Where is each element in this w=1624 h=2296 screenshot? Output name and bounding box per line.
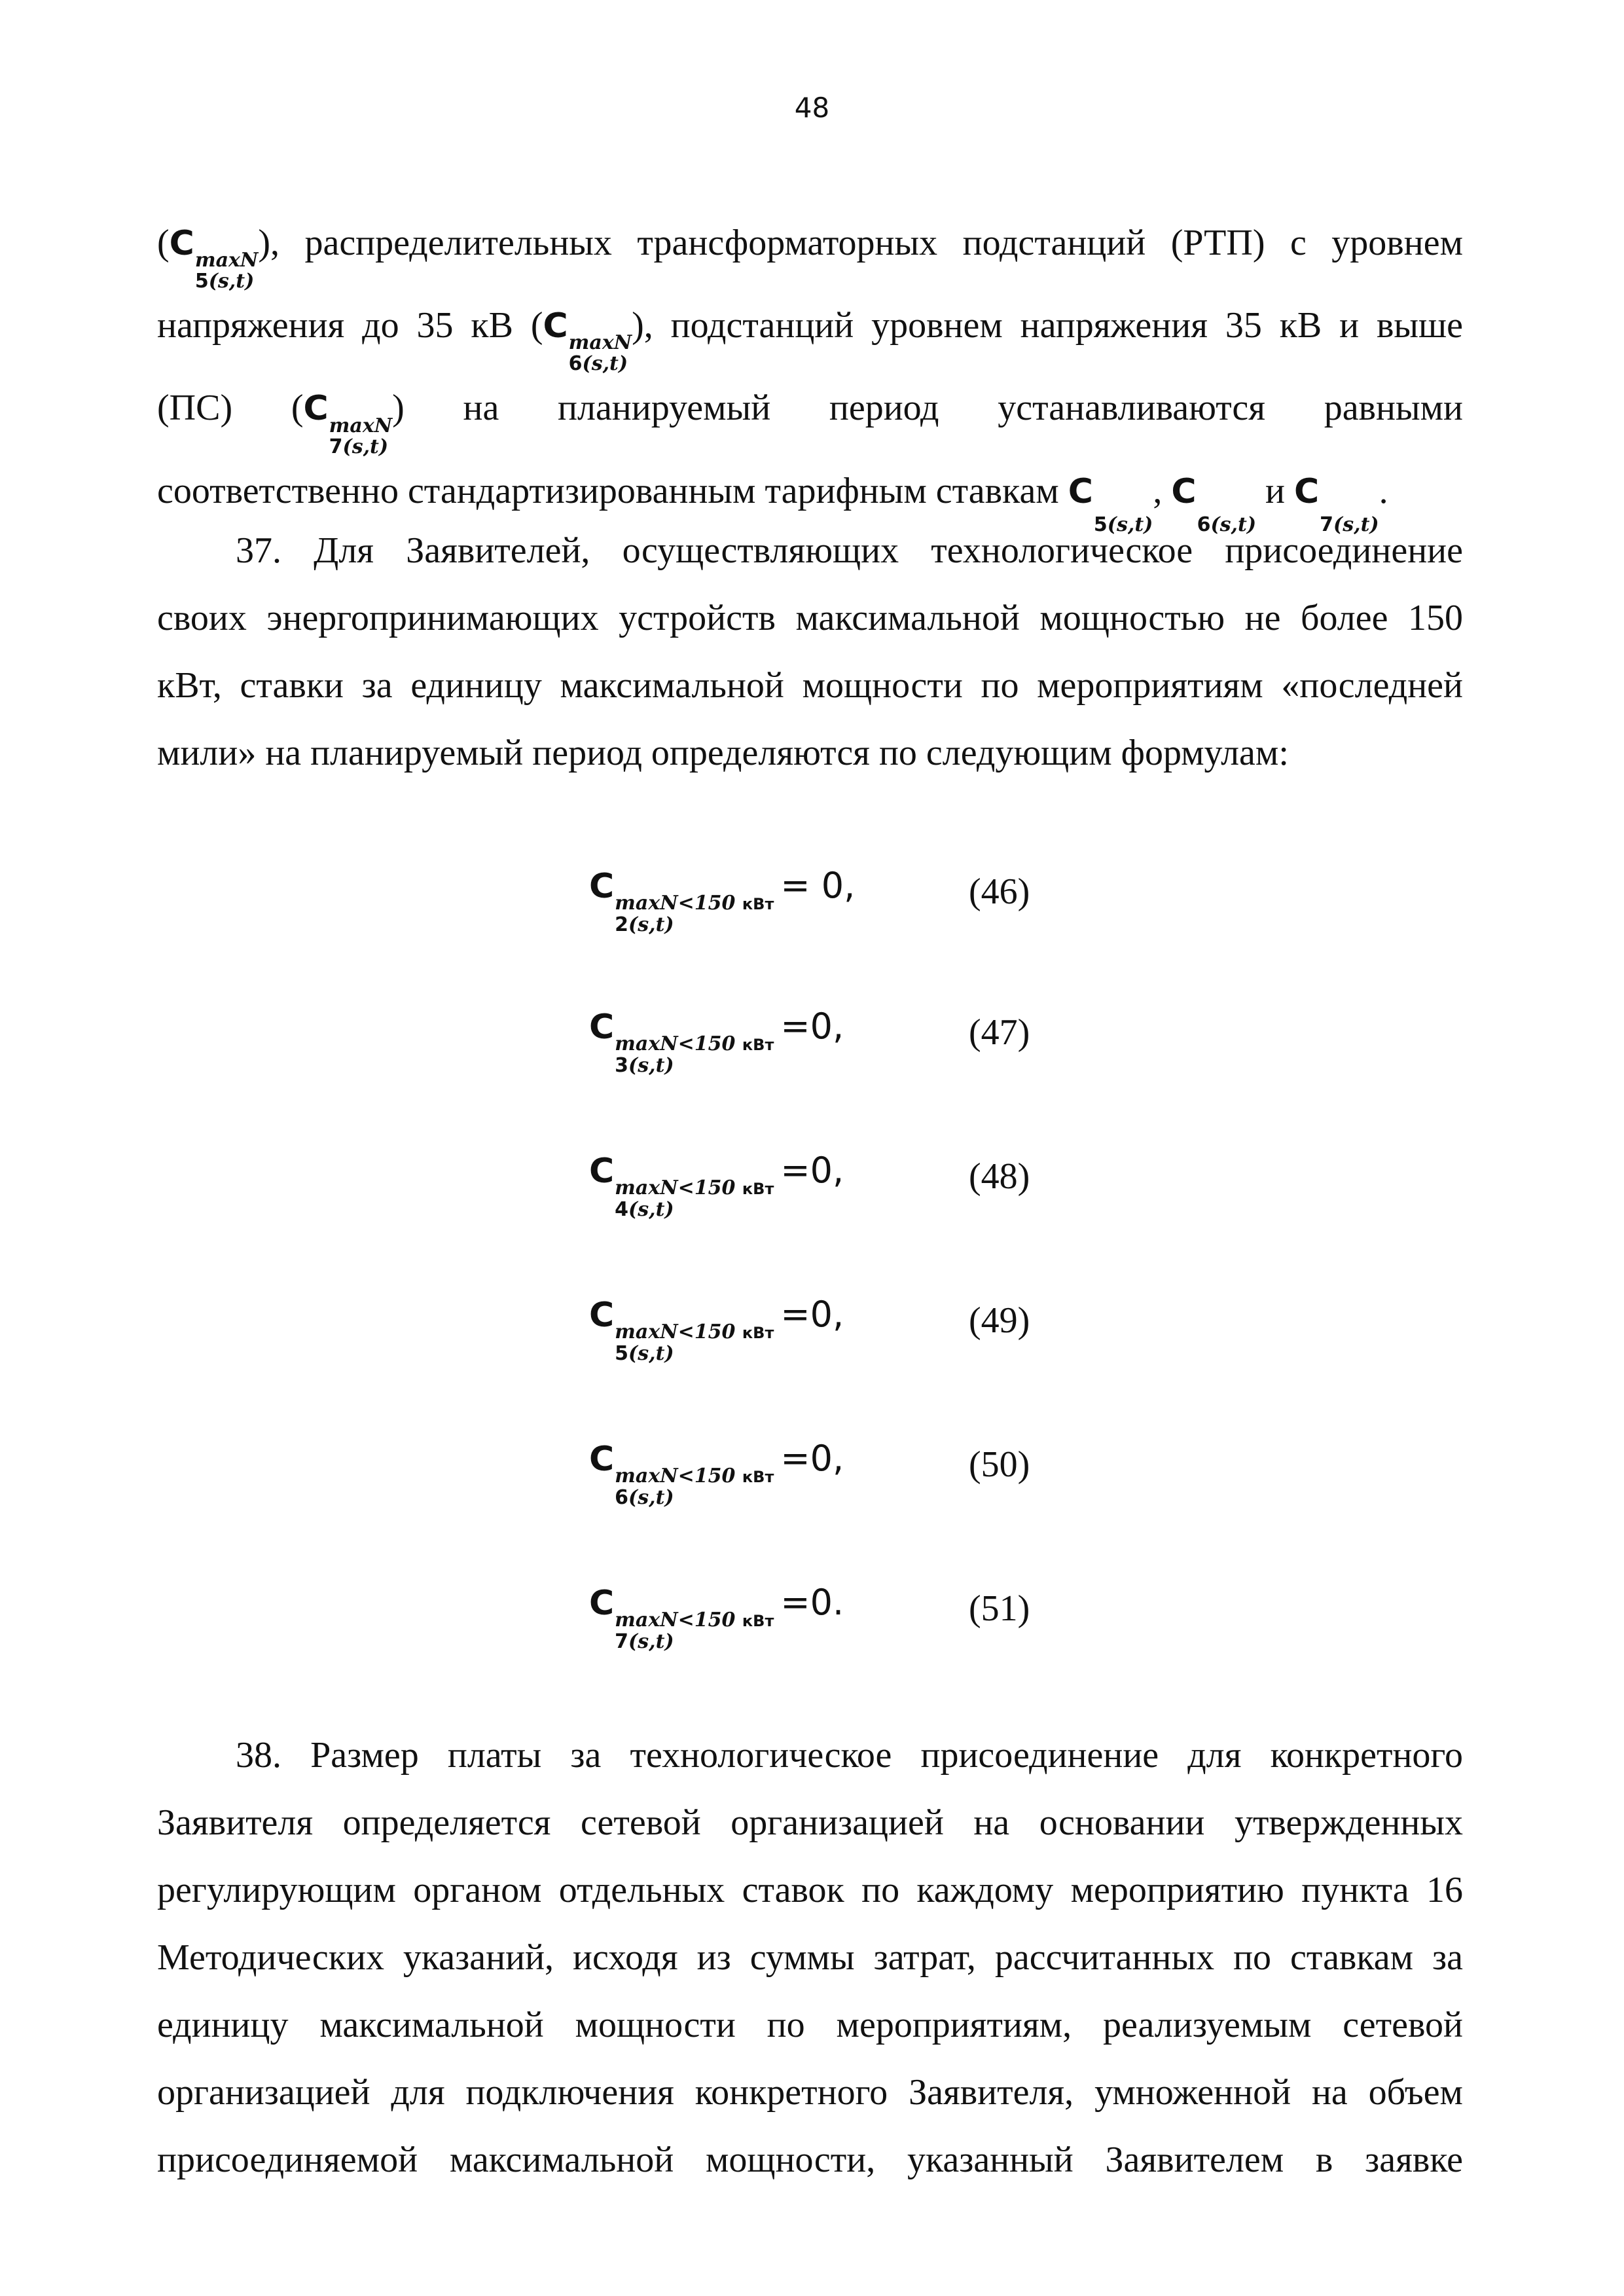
formula-number: (46) [969,871,1030,912]
conjunction: и [1256,470,1294,511]
var-c7-maxn: C maxN 7(s,t) [303,389,393,458]
var-c6: C 6(s,t) [1171,471,1257,536]
period: . [1379,470,1388,511]
paragraph-37-line-3: кВт, ставки за единицу максимальной мощности по мероприятиям «последней [157,665,1463,706]
paragraph-38-line-5: единицу максимальной мощности по мероприятиям, реализуемым сетевой [157,2005,1463,2045]
paragraph-top-line-2 [157,292,1463,374]
paragraph-top-text-2a: напряжения до 35 кВ ( [157,305,543,346]
paragraph-38 [157,1722,1463,2194]
formula-number: (50) [969,1444,1030,1485]
paragraph-top [157,210,1463,536]
paragraph-38-line-1: 38. Размер платы за технологическое присоединение для конкретного [236,1735,1463,1776]
formula-number: (49) [969,1300,1030,1341]
var-c7: C 7(s,t) [1294,471,1379,536]
formula-number: (47) [969,1012,1030,1053]
formula-expression: C maxN<150 кВт 4(s,t) =0, [589,1150,844,1222]
paragraph-top-line-3 [157,374,1463,457]
formula-expression: C maxN<150 кВт 5(s,t) =0, [589,1294,844,1366]
paragraph-38-line-4: Методических указаний, исходя из суммы затрат, рассчитанных по ставкам за [157,1937,1463,1978]
paragraph-top-text-1: ), распределительных трансформаторных подстанций (РТП) с уровнем [258,223,1463,263]
paragraph-top-text-4a: соответственно стандартизированным тарифным ставкам [157,470,1068,511]
paragraph-top-text-3a: (ПС) [157,388,233,429]
formula-expression: C maxN<150 кВт 3(s,t) =0, [589,1006,844,1078]
separator: , [1153,470,1172,511]
paragraph-38-line-2: Заявителя определяется сетевой организацией на основании утвержденных [157,1802,1463,1843]
paragraph-38-line-6: организацией для подключения конкретного Заявителя, умноженной на объем [157,2072,1463,2113]
var-c6-maxn: C maxN 6(s,t) [543,306,632,376]
formula-48 [576,1136,1074,1222]
paragraph-37 [157,517,1463,787]
paragraph-37-line-4: мили» на планируемый период определяются по следующим формулам: [157,733,1289,773]
page-number: 48 [794,92,830,124]
paragraph-top-text-3b: ) на планируемый период устанавливаются равными [392,388,1464,429]
paragraph-38-line-7: присоединяемой максимальной мощности, указанный Заявителем в заявке [157,2140,1463,2180]
formula-47 [576,992,1074,1078]
formula-expression: C maxN<150 кВт 6(s,t) =0, [589,1438,844,1510]
paragraph-top-line-1 [157,210,1463,292]
paragraph-37-line-2: своих энергопринимающих устройств максимальной мощностью не более 150 [157,598,1463,638]
open-paren: ( [291,388,304,429]
open-paren: ( [157,223,170,263]
formula-expression: C maxN<150 кВт 2(s,t) = 0, [589,865,856,937]
paragraph-37-line-1: 37. Для Заявителей, осуществляющих технологическое присоединение [236,530,1463,571]
formula-46 [576,851,1074,937]
var-c5-maxn: C maxN 5(s,t) [169,224,259,293]
formula-50 [576,1424,1074,1510]
formula-49 [576,1280,1074,1366]
formula-expression: C maxN<150 кВт 7(s,t) =0. [589,1582,844,1654]
formula-number: (51) [969,1588,1030,1629]
var-c5: C 5(s,t) [1068,471,1153,536]
paragraph-top-text-2b: ), подстанций уровнем напряжения 35 кВ и выше [632,305,1464,346]
paragraph-38-line-3: регулирующим органом отдельных ставок по каждому мероприятию пункта 16 [157,1870,1463,1910]
formula-number: (48) [969,1156,1030,1197]
formula-51 [576,1568,1074,1654]
